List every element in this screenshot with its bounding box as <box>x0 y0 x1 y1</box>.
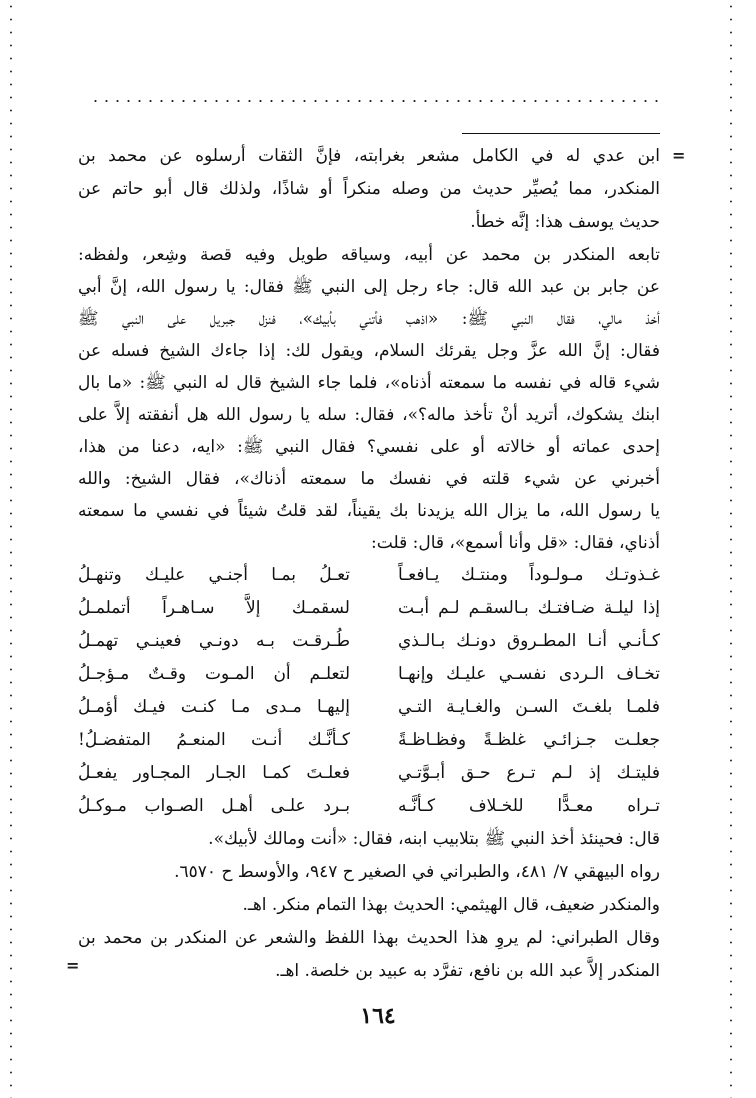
verse-first-hemistich: جعلـت جـزائـي غلظـةً وفظـاظـةً <box>398 730 660 750</box>
footnote-rule <box>462 133 660 134</box>
verse-second-hemistich: لتعلـم أن المـوت وقـتٌ مـؤجـلُ <box>78 664 350 684</box>
verse-first-hemistich: كـأنـي أنـا المطـروق دونـك بـالـذي <box>398 631 660 651</box>
text-line: شيء قاله في نفسه ما سمعته أذناه»، فلما جاء الشيخ قال له النبي ﷺ: «ما بال <box>78 373 660 393</box>
poem-verse <box>78 691 660 724</box>
text-line: يا رسول الله، ما يزال الله يزيدنا بك يقيناً، لقد قلتُ شيئاً في نفسي ما سمعته <box>78 501 660 521</box>
text-line: رواه البيهقي ٧/ ٤٨١، والطبراني في الصغير ح ٩٤٧، والأوسط ح ٦٥٧٠. <box>174 862 660 882</box>
verse-first-hemistich: تخـاف الـردى نفسـي عليـك وإنهـا <box>398 664 660 684</box>
text-line: وقال الطبراني: لم يروِ هذا الحديث بهذا اللفظ والشعر عن المنكدر بن محمد بن <box>78 928 660 948</box>
verse-second-hemistich: بـرد علـى أهـل الصـواب مـوكـلُ <box>78 796 350 816</box>
poem-verse <box>78 790 660 823</box>
header-paragraph <box>78 140 660 239</box>
poem <box>78 559 660 823</box>
text-line: ابنك يشكوك، أتريد أنْ تأخذ ماله؟»، فقال: سله يا رسول الله هل أنفقته إلاَّ على <box>78 405 660 425</box>
notes-paragraph <box>78 823 660 988</box>
header-dotted-rule <box>90 100 660 102</box>
verse-second-hemistich: تعـلُ بمـا أجنـي عليـك وتنهـلُ <box>78 565 350 585</box>
text-line: تابعه المنكدر بن محمد عن أبيه، وسياقه طويل وفيه قصة وشِعر، ولفظه: <box>78 245 660 265</box>
text-line: عن جابر بن عبد الله قال: جاء رجل إلى النبي ﷺ فقال: يا رسول الله، إنَّ أبي <box>78 277 660 297</box>
verse-second-hemistich: إليهـا مـدى مـا كنـت فيـك أؤمـلُ <box>78 697 350 717</box>
poem-verse <box>78 724 660 757</box>
poem-verse <box>78 592 660 625</box>
text-line: أذناي، فقال: «قل وأنا أسمع»، قال: قلت: <box>371 533 660 553</box>
poem-verse <box>78 658 660 691</box>
verse-second-hemistich: فعلـتَ كمـا الجـار المجـاور يفعـلُ <box>78 763 350 783</box>
verse-second-hemistich: طُـرقـت بـه دونـي فعينـي تهمـلُ <box>78 631 350 651</box>
continuation-mark-bottom: = <box>66 956 80 975</box>
text-line: والمنكدر ضعيف، قال الهيثمي: الحديث بهذا التمام منكر. اهـ. <box>242 895 660 915</box>
text-line: ابن عدي له في الكامل مشعر بغرابته، فإنَّ الثقات أرسلوه عن محمد بن <box>78 146 660 166</box>
verse-first-hemistich: تـراه معـدًّا للخـلاف كـأنَّـه <box>398 796 660 816</box>
verse-first-hemistich: إذا ليلـة ضـافتـك بـالسقـم لـم أبـت <box>398 598 660 618</box>
text-line: المنكدر إلاَّ عبد الله بن نافع، تفرَّد به عبيد بن خلصة. اهـ. <box>275 961 660 981</box>
verse-first-hemistich: فليتـك إذ لـم تـرع حـق أبـوَّتـي <box>398 763 660 783</box>
poem-verse <box>78 625 660 658</box>
verse-second-hemistich: لسقمـك إلاَّ سـاهـراً أتملمـلُ <box>78 598 350 618</box>
text-line: حديث يوسف هذا: إنَّه خطأ. <box>470 212 660 232</box>
verse-first-hemistich: فلمـا بلغـتَ السـن والغـايـة التـي <box>398 697 660 717</box>
verse-first-hemistich: غـذوتـك مـولـوداً ومنتـك يـافعـاً <box>398 565 660 585</box>
text-line: المنكدر، مما يُصيِّر حديث من وصله منكراً أو شاذًا، ولذلك قال أبو حاتم عن <box>78 179 660 199</box>
text-line: أخبرني عن شيء قلته في نفسك ما سمعته أذناك»، فقال الشيخ: والله <box>78 469 660 489</box>
hadith-paragraph <box>78 239 660 559</box>
left-margin-dots <box>10 0 12 1098</box>
text-line: إحدى عماته أو خالاته أو على نفسي؟ فقال النبي ﷺ: «ايه، دعنا من هذا، <box>78 437 660 457</box>
text-line: قال: فحينئذ أخذ النبي ﷺ بتلابيب ابنه، فقال: «أنت ومالك لأبيك». <box>208 829 660 849</box>
right-margin-dots <box>730 0 732 1098</box>
page-number: ١٦٤ <box>360 1003 396 1029</box>
poem-verse <box>78 559 660 592</box>
continuation-mark-top: = <box>672 146 686 165</box>
text-line: أخذ مالي، فقال النبي ﷺ: «اذهب فأتني بأبيك»، فنزل جبريل على النبي ﷺ <box>78 309 660 329</box>
poem-verse <box>78 757 660 790</box>
verse-second-hemistich: كـأنَّـك أنـت المنعـمُ المتفضـلُ! <box>78 730 350 750</box>
text-line: فقال: إنَّ الله عزَّ وجل يقرئك السلام، ويقول لك: إذا جاءك الشيخ فسله عن <box>78 341 660 361</box>
